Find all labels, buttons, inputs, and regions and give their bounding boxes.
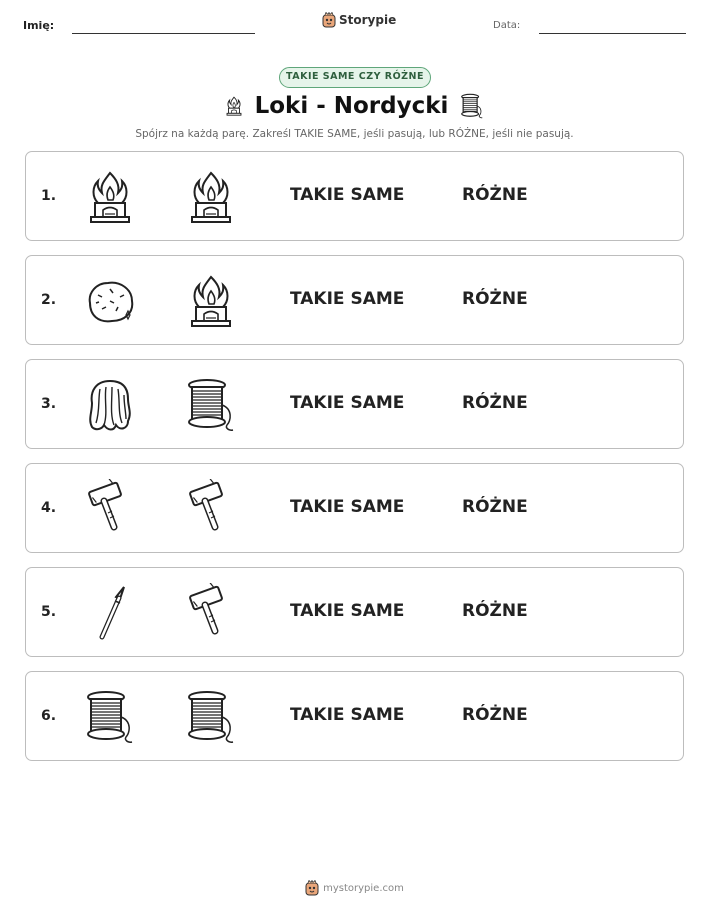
- thread-spool-icon: [80, 687, 140, 747]
- question-number: 4.: [41, 500, 57, 516]
- option-same[interactable]: TAKIE SAME: [290, 601, 405, 621]
- fire-altar-icon: [181, 167, 241, 227]
- question-card: [25, 463, 684, 553]
- hair-icon: [80, 375, 140, 435]
- question-number: 5.: [41, 604, 57, 620]
- hammer-icon: [181, 479, 241, 539]
- fire-altar-icon: [181, 271, 241, 331]
- hammer-icon: [181, 583, 241, 643]
- question-card: [25, 255, 684, 345]
- thread-spool-icon: [458, 92, 486, 120]
- option-same[interactable]: TAKIE SAME: [290, 185, 405, 205]
- date-line[interactable]: [539, 33, 686, 34]
- option-different[interactable]: RÓŻNE: [462, 601, 528, 621]
- question-number: 1.: [41, 188, 57, 204]
- storypie-logo-icon: [322, 12, 336, 28]
- name-label: Imię:: [23, 19, 55, 32]
- name-line[interactable]: [72, 33, 255, 34]
- option-different[interactable]: RÓŻNE: [462, 393, 528, 413]
- option-different[interactable]: RÓŻNE: [462, 185, 528, 205]
- question-number: 6.: [41, 708, 57, 724]
- spear-icon: [80, 583, 140, 643]
- page-title: Loki - Nordycki: [254, 93, 449, 119]
- question-card: [25, 359, 684, 449]
- thread-spool-icon: [181, 375, 241, 435]
- option-same[interactable]: TAKIE SAME: [290, 289, 405, 309]
- option-different[interactable]: RÓŻNE: [462, 289, 528, 309]
- footer-url[interactable]: mystorypie.com: [323, 882, 404, 894]
- option-different[interactable]: RÓŻNE: [462, 497, 528, 517]
- brand-name: Storypie: [339, 13, 397, 27]
- question-card: [25, 567, 684, 657]
- option-same[interactable]: TAKIE SAME: [290, 497, 405, 517]
- option-same[interactable]: TAKIE SAME: [290, 705, 405, 725]
- question-card: [25, 671, 684, 761]
- option-same[interactable]: TAKIE SAME: [290, 393, 405, 413]
- hammer-icon: [80, 479, 140, 539]
- instructions: Spójrz na każdą parę. Zakreśl TAKIE SAME, jeśli pasują, lub RÓŻNE, jeśli nie pasują.: [135, 128, 574, 140]
- question-number: 3.: [41, 396, 57, 412]
- question-card: [25, 151, 684, 241]
- footer: [0, 880, 709, 896]
- option-different[interactable]: RÓŻNE: [462, 705, 528, 725]
- title-row: [0, 92, 709, 120]
- fire-altar-icon: [80, 167, 140, 227]
- rock-icon: [80, 271, 140, 331]
- date-label: Data:: [493, 20, 521, 31]
- thread-spool-icon: [181, 687, 241, 747]
- question-number: 2.: [41, 292, 57, 308]
- category-badge: TAKIE SAME CZY RÓŻNE: [279, 67, 431, 88]
- brand-logo: [322, 12, 396, 28]
- fire-altar-icon: [223, 92, 245, 120]
- storypie-logo-icon: [305, 880, 319, 896]
